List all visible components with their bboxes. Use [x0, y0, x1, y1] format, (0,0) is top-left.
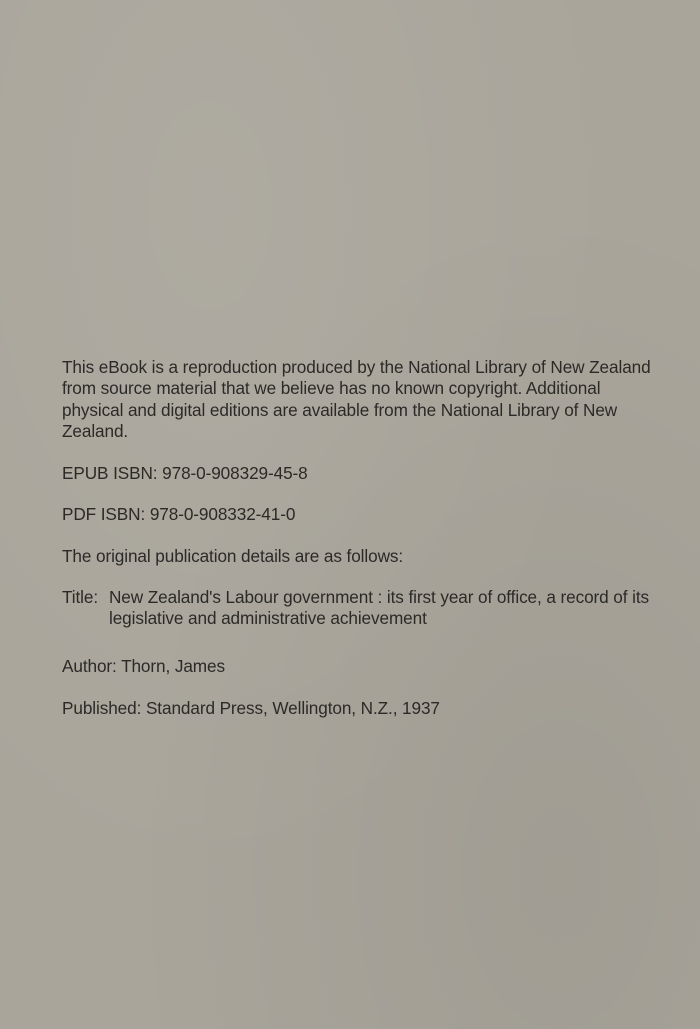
original-details-lead: The original publication details are as follows: [62, 545, 404, 566]
title-label: Title: [62, 587, 99, 608]
publication-publisher: Published: Standard Press, Wellington, N.Z., 1937 [62, 697, 440, 718]
epub-isbn: EPUB ISBN: 978-0-908329-45-8 [62, 463, 308, 484]
pdf-isbn: PDF ISBN: 978-0-908332-41-0 [62, 504, 296, 525]
publication-title [62, 587, 662, 630]
title-value: New Zealand's Labour government : its first year of office, a record of its legislative and administrative achievement [109, 587, 649, 629]
reproduction-statement: This eBook is a reproduction produced by the National Library of New Zealand from source material that we believe has no known copyright. Additional physical and digital editions are available from the National Library of New Zealand. [62, 357, 651, 441]
publication-author: Author: Thorn, James [62, 655, 225, 676]
reproduction-notice [62, 357, 662, 719]
